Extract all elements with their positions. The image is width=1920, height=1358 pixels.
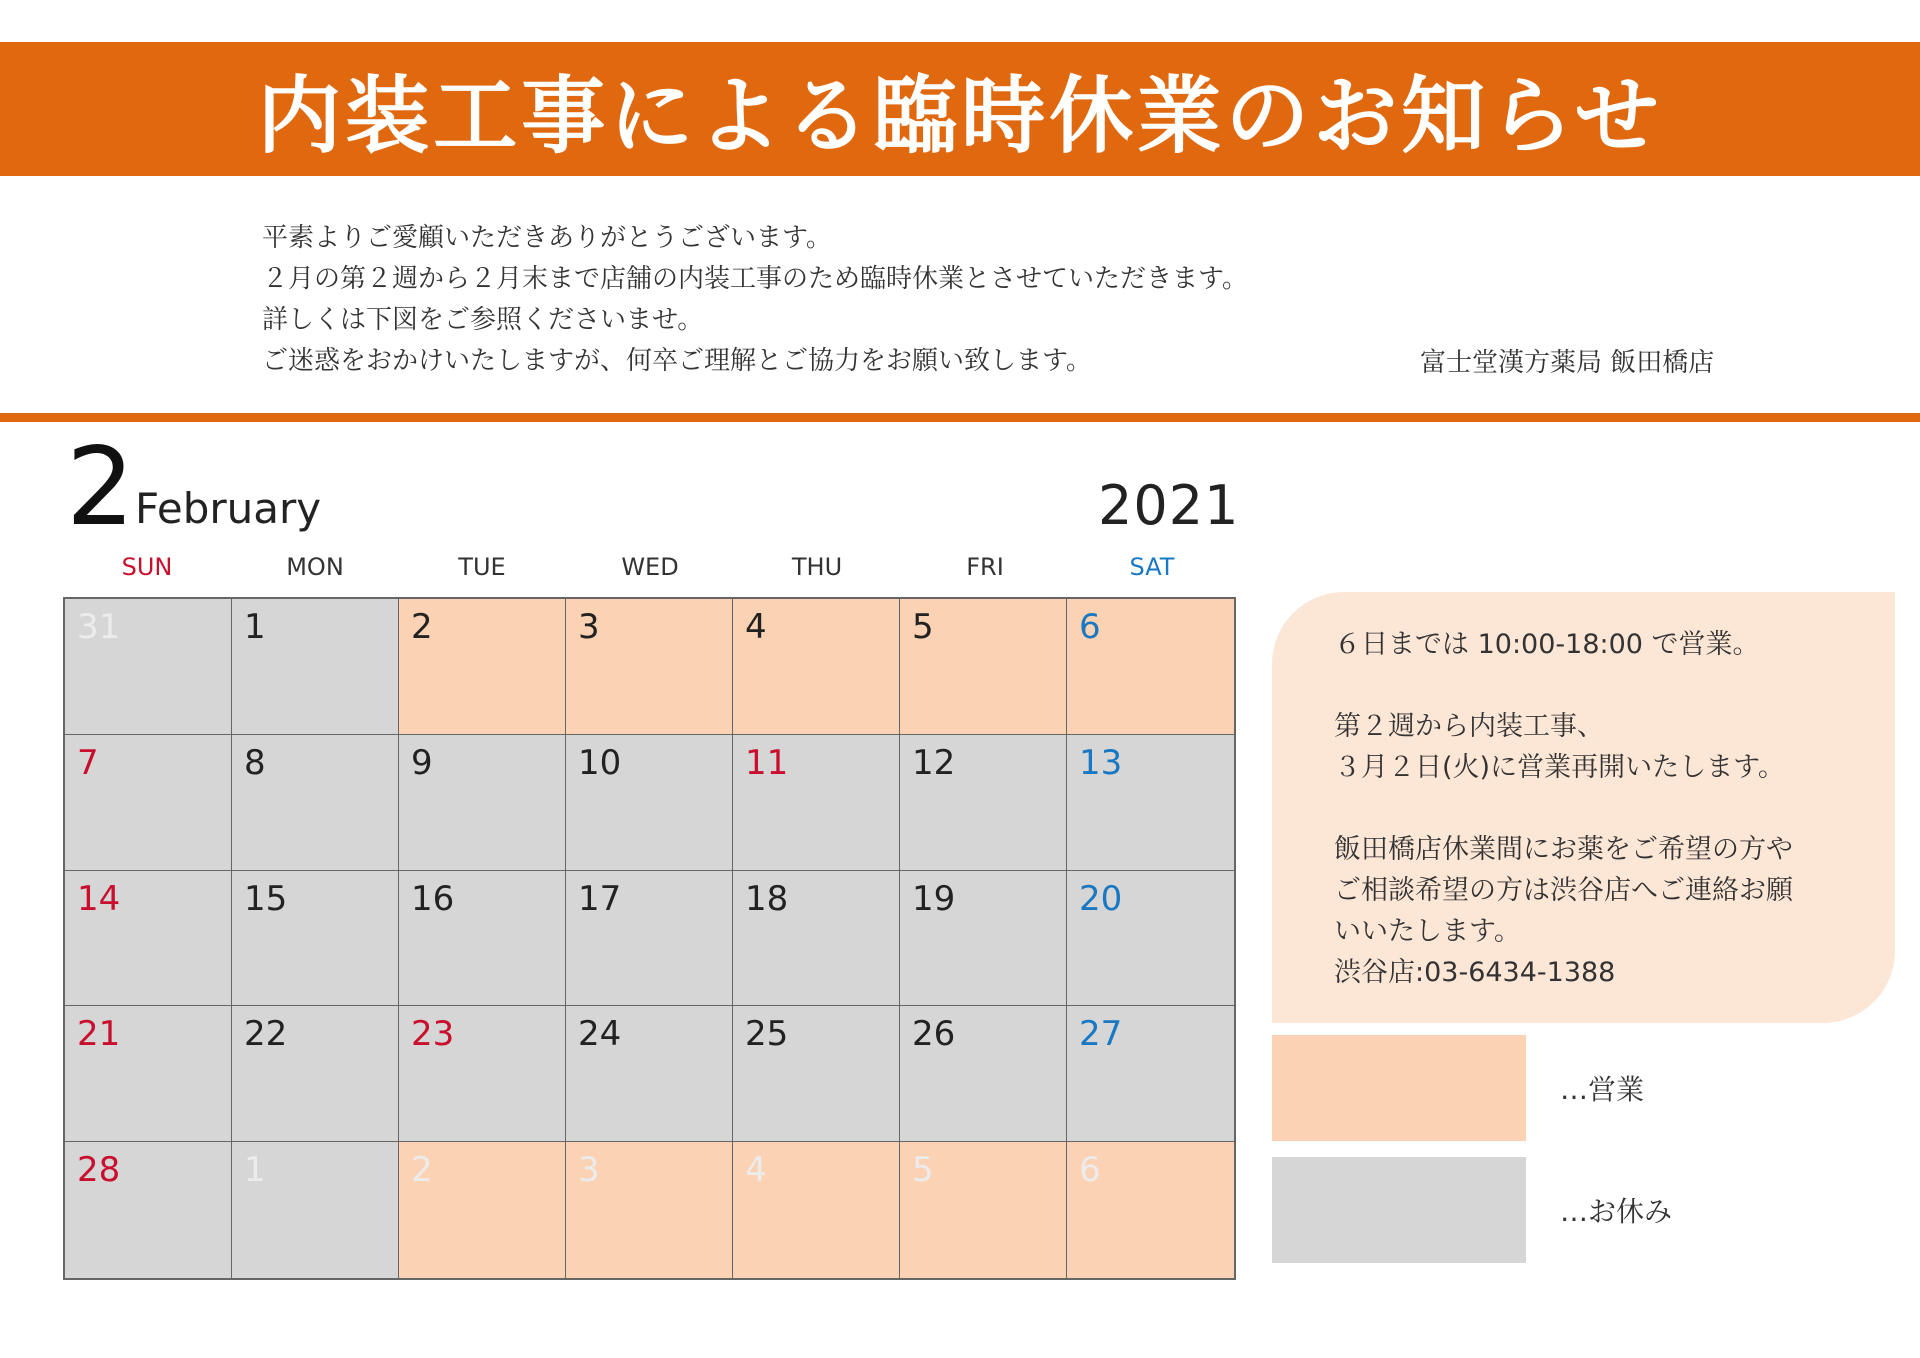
day-cell (1067, 599, 1234, 735)
day-cell (1067, 871, 1234, 1007)
day-number: 8 (244, 742, 266, 783)
day-number: 5 (912, 1150, 934, 1191)
month-name: February (135, 484, 322, 533)
day-number: 24 (578, 1014, 622, 1055)
day-cell (399, 1142, 566, 1278)
day-number: 3 (578, 607, 600, 647)
day-number: 25 (745, 1014, 789, 1055)
info-line: ６日までは 10:00-18:00 で営業。 (1334, 629, 1760, 660)
day-cell (232, 1142, 399, 1278)
day-cell (733, 1006, 900, 1142)
weekday-header-sun: SUN (121, 553, 173, 581)
day-number: 19 (912, 878, 956, 919)
day-number: 2 (411, 1150, 433, 1191)
day-number: 6 (1079, 1150, 1101, 1191)
intro-line: ご迷惑をおかけいたしますが、何卒ご理解とご協力をお願い致します。 (262, 346, 1092, 376)
day-cell (900, 735, 1067, 871)
title-banner (0, 42, 1920, 176)
day-number: 18 (745, 878, 789, 919)
weekday-header-sat: SAT (1129, 553, 1175, 581)
day-number: 2 (411, 607, 433, 647)
day-cell (65, 1142, 232, 1278)
day-cell (399, 871, 566, 1007)
day-number: 5 (912, 607, 934, 647)
intro-line: 詳しくは下図をご参照くださいませ。 (262, 305, 704, 335)
day-number: 15 (244, 878, 288, 919)
info-line: 飯田橋店休業間にお薬をご希望の方や (1334, 834, 1793, 865)
weekday-header-thu: THU (791, 553, 843, 581)
legend-closed-label: …お休み (1560, 1195, 1673, 1228)
day-number: 4 (745, 1150, 767, 1191)
day-number: 23 (411, 1014, 455, 1055)
day-cell (566, 599, 733, 735)
day-cell (1067, 1006, 1234, 1142)
legend-open-label: …営業 (1560, 1073, 1645, 1106)
day-number: 17 (578, 878, 622, 919)
day-number: 21 (77, 1014, 121, 1055)
info-line: ３月２日(火)に営業再開いたします。 (1334, 752, 1785, 783)
day-cell (1067, 735, 1234, 871)
day-cell (399, 1006, 566, 1142)
day-cell (232, 599, 399, 735)
day-cell (900, 871, 1067, 1007)
day-cell (733, 871, 900, 1007)
info-box (1272, 592, 1895, 1023)
day-number: 31 (77, 607, 121, 647)
store-name: 富士堂漢方薬局 飯田橋店 (1420, 348, 1715, 378)
day-cell (566, 1006, 733, 1142)
day-cell (399, 735, 566, 871)
day-number: 9 (411, 742, 433, 783)
day-number: 12 (912, 742, 956, 783)
day-cell (566, 871, 733, 1007)
info-line: いいたします。 (1334, 916, 1521, 947)
day-cell (65, 1006, 232, 1142)
calendar-year: 2021 (1098, 474, 1240, 537)
legend-open-swatch (1272, 1035, 1526, 1141)
info-line: 第２週から内装工事、 (1334, 711, 1604, 742)
day-cell (900, 599, 1067, 735)
day-cell (733, 599, 900, 735)
day-cell (1067, 1142, 1234, 1278)
day-cell (566, 735, 733, 871)
day-cell (232, 1006, 399, 1142)
weekday-header-wed: WED (621, 553, 679, 581)
day-number: 4 (745, 607, 767, 647)
day-number: 22 (244, 1014, 288, 1055)
day-cell (232, 871, 399, 1007)
day-number: 1 (244, 607, 266, 647)
month-number: 2 (66, 425, 135, 550)
intro-line: ２月の第２週から２月末まで店舗の内装工事のため臨時休業とさせていただきます。 (262, 264, 1248, 294)
day-cell (733, 1142, 900, 1278)
legend-closed-swatch (1272, 1157, 1526, 1263)
day-cell (65, 599, 232, 735)
weekday-header-tue: TUE (458, 553, 506, 581)
day-number: 1 (244, 1150, 266, 1191)
day-number: 11 (745, 742, 789, 783)
day-number: 10 (578, 742, 622, 783)
calendar-grid (63, 597, 1236, 1280)
notice-title: 内装工事による臨時休業のお知らせ (257, 65, 1663, 165)
weekday-header-fri: FRI (966, 553, 1004, 581)
intro-line: 平素よりご愛顧いただきありがとうございます。 (262, 223, 832, 253)
day-cell (232, 735, 399, 871)
day-cell (900, 1142, 1067, 1278)
weekday-header-mon: MON (286, 553, 344, 581)
day-number: 20 (1079, 878, 1123, 919)
day-cell (399, 599, 566, 735)
day-cell (733, 735, 900, 871)
day-number: 14 (77, 878, 121, 919)
divider (0, 413, 1920, 422)
day-cell (900, 1006, 1067, 1142)
day-cell (566, 1142, 733, 1278)
day-cell (65, 871, 232, 1007)
day-number: 28 (77, 1150, 121, 1191)
day-number: 13 (1079, 742, 1123, 783)
day-number: 16 (411, 878, 455, 919)
day-cell (65, 735, 232, 871)
day-number: 27 (1079, 1014, 1123, 1055)
day-number: 6 (1079, 607, 1101, 647)
day-number: 26 (912, 1014, 956, 1055)
info-line: ご相談希望の方は渋谷店へご連絡お願 (1334, 875, 1793, 906)
info-phone: 渋谷店:03-6434-1388 (1334, 957, 1616, 988)
day-number: 3 (578, 1150, 600, 1191)
day-number: 7 (77, 742, 99, 783)
